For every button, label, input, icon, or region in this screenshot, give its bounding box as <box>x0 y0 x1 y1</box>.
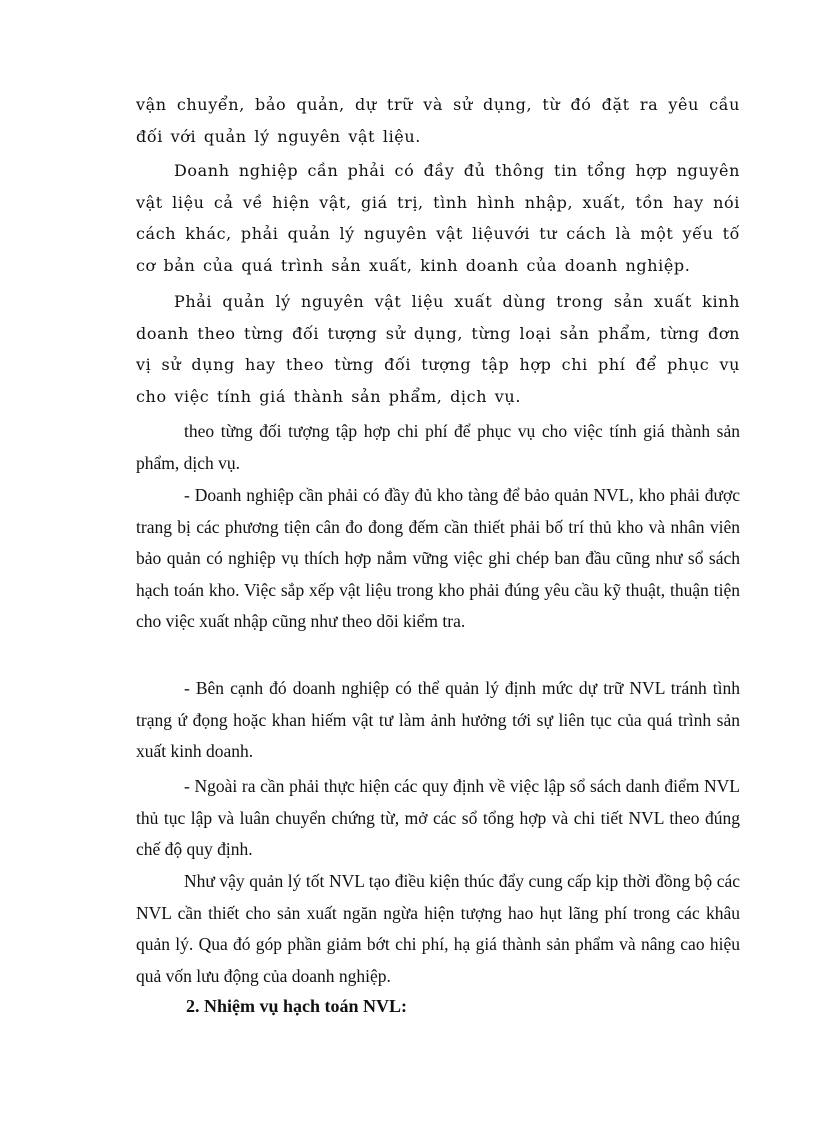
section-heading: 2. Nhiệm vụ hạch toán NVL: <box>186 996 408 1016</box>
paragraph-3: Phải quản lý nguyên vật liệu xuất dùng trong sản xuất kinh doanh theo từng đối tượng sử dụng, từng loại sản phẩm, từng đơn vị sử dụng hay theo từng đối tượng tập hợp chi phí để phục vụ cho việc tính giá thành sản phẩm, dịch vụ. <box>136 292 740 406</box>
paragraph-6: - Bên cạnh đó doanh nghiệp có thể quản lý định mức dự trữ NVL tránh tình trạng ứ đọng hoặc khan hiếm vật tư làm ảnh hưởng tới sự liên tục của quá trình sản xuất kinh doanh. <box>136 678 740 761</box>
paragraph-4: theo từng đối tượng tập hợp chi phí để phục vụ cho việc tính giá thành sản phẩm, dịch vụ. <box>136 421 740 473</box>
paragraph-8: Như vậy quản lý tốt NVL tạo điều kiện thúc đẩy cung cấp kịp thời đồng bộ các NVL cần thiết cho sản xuất ngăn ngừa hiện tượng hao hụt lãng phí trong các khâu quản lý. Qua đó góp phần giảm bớt chi phí, hạ giá thành sản phẩm và nâng cao hiệu quả vốn lưu động của doanh nghiệp. <box>136 871 740 986</box>
paragraph-5: - Doanh nghiệp cần phải có đầy đủ kho tàng để bảo quản NVL, kho phải được trang bị các phương tiện cân đo đong đếm cần thiết phải bố trí thủ kho và nhân viên bảo quản có nghiệp vụ thích hợp nắm vững việc ghi chép ban đầu cũng như sổ sách hạch toán kho. Việc sắp xếp vật liệu trong kho phải đúng yêu cầu kỹ thuật, thuận tiện cho việc xuất nhập cũng như theo dõi kiểm tra. <box>136 485 740 631</box>
paragraph-2: Doanh nghiệp cần phải có đầy đủ thông tin tổng hợp nguyên vật liệu cả về hiện vật, giá trị, tình hình nhập, xuất, tồn hay nói cách khác, phải quản lý nguyên vật liệuvới tư cách là một yếu tố cơ bản của quá trình sản xuất, kinh doanh của doanh nghiệp. <box>136 161 740 275</box>
paragraph-1: vận chuyển, bảo quản, dự trữ và sử dụng, từ đó đặt ra yêu cầu đối với quản lý nguyên vật liệu. <box>136 95 740 146</box>
paragraph-7: - Ngoài ra cần phải thực hiện các quy định về việc lập sổ sách danh điểm NVL thủ tục lập và luân chuyển chứng từ, mở các sổ tổng hợp và chi tiết NVL theo đúng chế độ quy định. <box>136 776 740 859</box>
